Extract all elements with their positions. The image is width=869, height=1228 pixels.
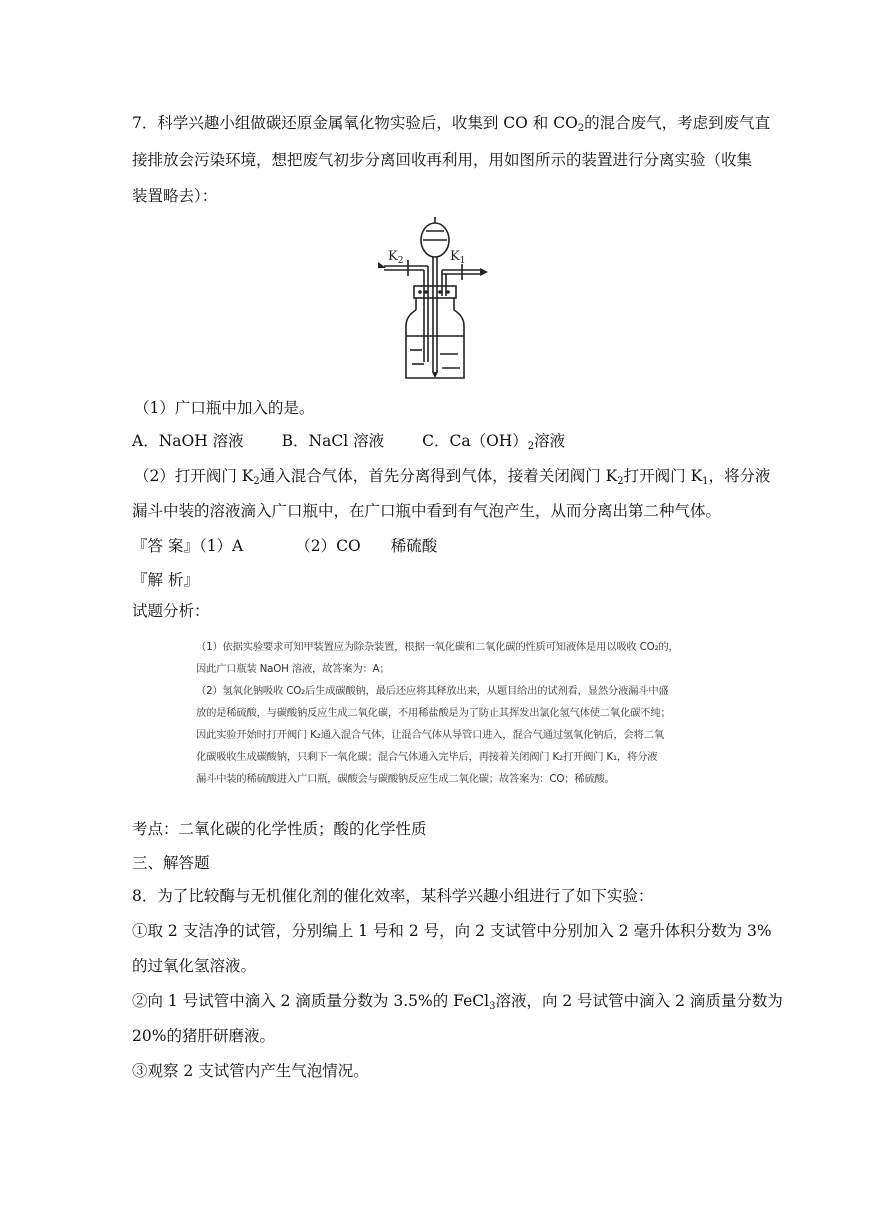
q7-line-2: 接排放会污染环境，想把废气初步分离回收再利用，用如图所示的装置进行分离实验（收集 [132,151,753,169]
analysis-line: （1）依据实验要求可知甲装置应为除杂装置，根据一氧化碳和二氧化碳的性质可知液体是用以吸收 CO₂的， [196,641,679,653]
q8-step-1-line-1: ①取 2 支洁净的试管，分别编上 1 号和 2 号，向 2 支试管中分别加入 2 毫升体积分数为 3% [132,922,772,940]
analysis-line: 因此实验开始时打开阀门 K₂通入混合气体，让混合气体从导管口进入，混合气通过氢氧化钠后，会将二氧 [196,729,664,741]
section-heading: 三、解答题 [132,854,210,872]
analysis-line: 化碳吸收生成碳酸钠，只剩下一氧化碳；混合气体通入完毕后，再接着关闭阀门 K₂打开阀门 K₁，将分液 [196,751,658,763]
option-a: A．NaOH 溶液 [132,432,244,450]
k2-subscript: 2 [397,256,404,266]
analysis-line: 漏斗中装的稀硫酸进入广口瓶，碳酸会与碳酸钠反应生成二氧化碳；故答案为：CO；稀硫酸。 [196,773,615,785]
q7-line-3: 装置略去）： [132,187,218,205]
k1-subscript: 1 [459,256,466,266]
kaodian: 考点：二氧化碳的化学性质；酸的化学性质 [132,820,427,838]
q7-part-1: （1）广口瓶中加入的是。 [134,399,315,417]
q8-step-2-line-1: ②向 1 号试管中滴入 2 滴质量分数为 3.5%的 FeCl$_3$溶液，向 2 号试管中滴入 2 滴质量分数为 [132,992,783,1012]
q7-options [132,431,565,451]
answer-1: （1）A [198,537,244,555]
option-b: B．NaCl 溶液 [281,432,385,450]
k2-label: K [388,249,398,264]
analysis-image [196,636,679,802]
apparatus-diagram [378,212,488,384]
svg-text:K1 [450,249,465,266]
k1-label: K [450,249,460,264]
answer-3: 稀硫酸 [390,537,438,555]
q8-step-3: ③观察 2 支试管内产生气泡情况。 [132,1062,369,1080]
analysis-line: 因此广口瓶装 NaOH 溶液，故答案为：A； [196,663,390,675]
q8-line-1: 8．为了比较酶与无机催化剂的催化效率，某科学兴趣小组进行了如下实验： [132,887,654,905]
analysis-line: （2）氢氧化钠吸收 CO₂后生成碳酸钠，最后还应将其释放出来，从题目给出的试剂看，显然分液漏斗中盛 [196,685,669,697]
answer-2: （2）CO [295,537,361,555]
analysis-line: 放的是稀硫酸，与碳酸钠反应生成二氧化碳，不用稀盐酸是为了防止其挥发出氯化氢气体使二氧化碳不纯； [196,707,671,719]
q8-step-1-line-2: 的过氧化氢溶液。 [132,957,257,975]
answer-line [132,536,437,556]
q7-part-2-line-2: 漏斗中装的溶液滴入广口瓶中，在广口瓶中看到有气泡产生，从而分离出第二种气体。 [132,502,722,520]
q7-part-2-line-1: （2）打开阀门 $K_2$通入混合气体，首先分离得到气体，接着关闭阀门 $K_2$打开阀门 $K_1$，将分液 [134,467,771,487]
analysis-label: 『解 析』 [132,571,199,589]
option-c: C．$Ca(OH)_2$溶液 [422,432,566,452]
svg-text:K2 [388,249,403,266]
q7-line-1: 7．科学兴趣小组做碳还原金属氧化物实验后，收集到 CO 和 $CO_2$的混合废气，考虑到废气直 [132,114,771,134]
q8-step-2-line-2: 20%的猪肝研磨液。 [132,1027,275,1045]
answer-label: 『答 案』 [132,537,199,555]
analysis-title: 试题分析： [132,602,210,620]
